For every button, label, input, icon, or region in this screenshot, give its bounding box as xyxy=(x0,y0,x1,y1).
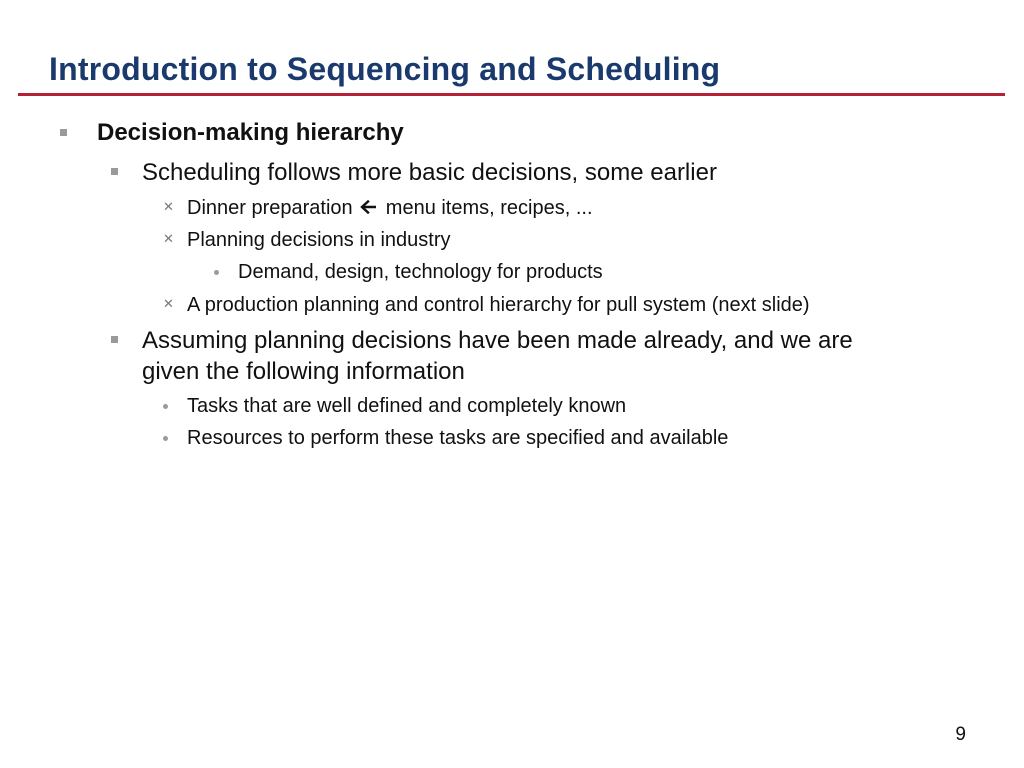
page-number: 9 xyxy=(955,724,966,745)
outline-item-7 xyxy=(142,325,853,387)
dot-bullet-icon xyxy=(163,436,168,441)
dot-bullet-icon xyxy=(163,404,168,409)
x-bullet-icon: ✕ xyxy=(163,199,174,214)
outline-item-6: A production planning and control hierarchy for pull system (next slide) xyxy=(187,294,810,316)
outline-item-7-line2: given the following information xyxy=(142,358,465,385)
outline-item-7-line1: Assuming planning decisions have been made already, and we are xyxy=(142,327,853,354)
outline-item-2: Scheduling follows more basic decisions, some earlier xyxy=(142,159,717,186)
square-bullet-icon xyxy=(111,168,118,175)
outline-item-4: Planning decisions in industry xyxy=(187,229,451,251)
x-bullet-icon: ✕ xyxy=(163,296,174,311)
outline-item-3-text-after: menu items, recipes, ... xyxy=(385,197,593,219)
square-bullet-icon xyxy=(60,129,67,136)
x-bullet-icon: ✕ xyxy=(163,231,174,246)
title-divider xyxy=(18,93,1005,96)
square-bullet-icon xyxy=(111,336,118,343)
outline-item-8: Tasks that are well defined and completely known xyxy=(187,395,627,417)
outline-item-5: Demand, design, technology for products xyxy=(238,261,603,283)
outline-item-3-text-before: Dinner preparation xyxy=(187,197,353,219)
dot-bullet-icon xyxy=(214,270,219,275)
outline-item-9: Resources to perform these tasks are specified and available xyxy=(187,427,729,449)
slide-title: Introduction to Sequencing and Scheduling xyxy=(49,51,721,87)
outline-item-3 xyxy=(187,195,593,221)
left-arrow-icon xyxy=(360,200,376,214)
outline-item-1: Decision-making hierarchy xyxy=(97,119,404,146)
